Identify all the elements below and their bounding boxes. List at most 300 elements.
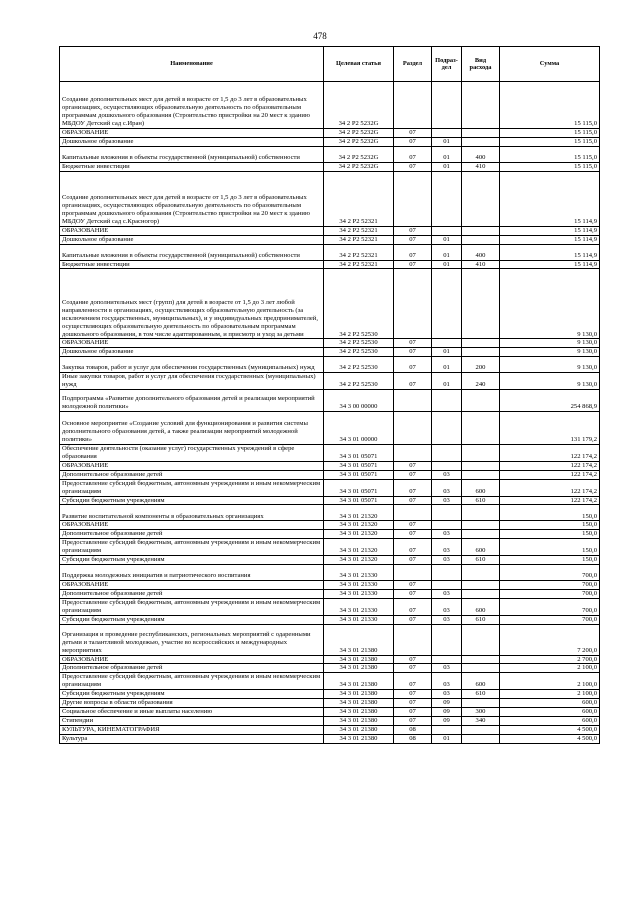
row-target: 34 3 01 21330 — [324, 598, 394, 615]
row-target: 34 3 01 05071 — [324, 496, 394, 505]
row-target: 34 2 Р2 52530 — [324, 269, 394, 339]
row-expense-type — [462, 129, 500, 138]
row-target: 34 3 01 21320 — [324, 505, 394, 521]
table-row — [60, 339, 600, 348]
row-section: 07 — [394, 461, 432, 470]
row-section: 07 — [394, 673, 432, 690]
row-amount: 122 174,2 — [500, 496, 600, 505]
row-amount: 122 174,2 — [500, 461, 600, 470]
row-expense-type — [462, 226, 500, 235]
row-section: 07 — [394, 521, 432, 530]
row-amount: 600,0 — [500, 716, 600, 725]
row-subsection: 01 — [432, 162, 462, 171]
row-amount: 9 130,0 — [500, 357, 600, 373]
row-expense-type: 300 — [462, 708, 500, 717]
row-name: Культура — [60, 734, 324, 743]
row-name: Капитальные вложения в объекты государственной (муниципальной) собственности — [60, 244, 324, 260]
row-expense-type — [462, 581, 500, 590]
row-expense-type: 340 — [462, 716, 500, 725]
row-section: 07 — [394, 615, 432, 624]
row-amount: 9 130,0 — [500, 269, 600, 339]
row-expense-type — [462, 565, 500, 581]
row-target: 34 2 Р2 5232G — [324, 137, 394, 146]
row-expense-type: 600 — [462, 673, 500, 690]
row-section — [394, 445, 432, 462]
row-name: Развитие воспитательной компоненты в образовательных организациях — [60, 505, 324, 521]
row-name: ОБРАЗОВАНИЕ — [60, 226, 324, 235]
row-amount: 4 500,0 — [500, 725, 600, 734]
row-subsection: 03 — [432, 673, 462, 690]
table-row — [60, 690, 600, 699]
row-subsection — [432, 461, 462, 470]
table-row — [60, 716, 600, 725]
row-expense-type — [462, 655, 500, 664]
row-name: Субсидии бюджетным учреждениям — [60, 615, 324, 624]
row-subsection: 01 — [432, 260, 462, 269]
table-row — [60, 412, 600, 445]
column-header-name: Наименование — [60, 47, 324, 82]
table-row — [60, 82, 600, 129]
row-name: ОБРАЗОВАНИЕ — [60, 339, 324, 348]
row-section — [394, 171, 432, 226]
row-name: Дошкольное образование — [60, 137, 324, 146]
row-target: 34 2 Р2 52321 — [324, 235, 394, 244]
row-subsection — [432, 565, 462, 581]
row-subsection: 03 — [432, 470, 462, 479]
row-target: 34 3 01 21320 — [324, 539, 394, 556]
row-name: Субсидии бюджетным учреждениям — [60, 556, 324, 565]
row-amount: 150,0 — [500, 505, 600, 521]
row-amount: 150,0 — [500, 521, 600, 530]
row-amount: 150,0 — [500, 556, 600, 565]
row-name: Субсидии бюджетным учреждениям — [60, 690, 324, 699]
row-section — [394, 390, 432, 412]
row-target: 34 2 Р2 5232G — [324, 146, 394, 162]
row-subsection: 01 — [432, 373, 462, 390]
row-amount: 15 115,0 — [500, 162, 600, 171]
row-expense-type — [462, 461, 500, 470]
row-section: 07 — [394, 339, 432, 348]
row-amount: 600,0 — [500, 699, 600, 708]
row-expense-type — [462, 505, 500, 521]
row-expense-type: 610 — [462, 615, 500, 624]
row-subsection — [432, 412, 462, 445]
table-row — [60, 146, 600, 162]
row-expense-type: 600 — [462, 539, 500, 556]
row-expense-type: 410 — [462, 260, 500, 269]
row-target: 34 2 Р2 5232G — [324, 162, 394, 171]
table-row — [60, 673, 600, 690]
row-amount: 700,0 — [500, 565, 600, 581]
row-target: 34 2 Р2 52321 — [324, 226, 394, 235]
row-section — [394, 565, 432, 581]
row-section: 07 — [394, 496, 432, 505]
row-section: 07 — [394, 699, 432, 708]
row-amount: 700,0 — [500, 598, 600, 615]
row-amount: 254 868,9 — [500, 390, 600, 412]
row-amount: 15 114,9 — [500, 235, 600, 244]
row-name: Создание дополнительных мест для детей в возрасте от 1,5 до 3 лет в образовательных организациях, осуществляющих образовательную деятельность по образовательным программам дошкольного образования (Строительство пристройки на 20 мест к зданию МБДОУ Детский сад с.Иран) — [60, 82, 324, 129]
row-expense-type — [462, 725, 500, 734]
row-expense-type — [462, 664, 500, 673]
row-section: 07 — [394, 664, 432, 673]
row-section: 07 — [394, 716, 432, 725]
row-section — [394, 412, 432, 445]
row-target: 34 3 01 00000 — [324, 412, 394, 445]
row-amount: 122 174,2 — [500, 445, 600, 462]
table-row — [60, 348, 600, 357]
table-row — [60, 496, 600, 505]
row-name: ОБРАЗОВАНИЕ — [60, 129, 324, 138]
row-section: 07 — [394, 539, 432, 556]
row-section: 07 — [394, 598, 432, 615]
row-subsection — [432, 445, 462, 462]
row-subsection: 01 — [432, 146, 462, 162]
table-body — [60, 82, 600, 744]
row-name: Субсидии бюджетным учреждениям — [60, 496, 324, 505]
row-section: 08 — [394, 725, 432, 734]
row-section: 07 — [394, 162, 432, 171]
column-header-amount: Сумма — [500, 47, 600, 82]
row-name: Капитальные вложения в объекты государственной (муниципальной) собственности — [60, 146, 324, 162]
row-name: Бюджетные инвестиции — [60, 260, 324, 269]
table-row — [60, 565, 600, 581]
row-amount: 9 130,0 — [500, 339, 600, 348]
row-subsection — [432, 725, 462, 734]
row-name: Основное мероприятие «Создание условий для функционирования и развития системы дополнительного образования детей, а также реализации мероприятий молодежной политики» — [60, 412, 324, 445]
row-amount: 15 115,0 — [500, 129, 600, 138]
table-row — [60, 624, 600, 655]
row-expense-type — [462, 530, 500, 539]
page-number: 478 — [313, 31, 327, 41]
row-subsection — [432, 390, 462, 412]
row-target: 34 2 Р2 52321 — [324, 260, 394, 269]
row-amount: 700,0 — [500, 589, 600, 598]
row-section: 07 — [394, 655, 432, 664]
row-subsection: 01 — [432, 137, 462, 146]
table-row — [60, 505, 600, 521]
row-target: 34 3 01 21380 — [324, 716, 394, 725]
row-expense-type — [462, 445, 500, 462]
row-section: 08 — [394, 734, 432, 743]
row-target: 34 3 01 21320 — [324, 556, 394, 565]
row-expense-type — [462, 269, 500, 339]
row-section: 07 — [394, 244, 432, 260]
row-subsection: 09 — [432, 716, 462, 725]
row-target: 34 3 01 05071 — [324, 479, 394, 496]
row-section: 07 — [394, 581, 432, 590]
row-target: 34 3 01 21330 — [324, 589, 394, 598]
row-amount: 7 200,0 — [500, 624, 600, 655]
row-target: 34 2 Р2 5232G — [324, 129, 394, 138]
table-row — [60, 530, 600, 539]
row-target: 34 3 01 21380 — [324, 690, 394, 699]
row-subsection — [432, 505, 462, 521]
row-subsection: 09 — [432, 708, 462, 717]
row-amount: 150,0 — [500, 539, 600, 556]
row-expense-type — [462, 734, 500, 743]
row-target: 34 3 01 05071 — [324, 445, 394, 462]
row-amount: 122 174,2 — [500, 479, 600, 496]
table-row — [60, 581, 600, 590]
row-target: 34 3 01 21380 — [324, 624, 394, 655]
row-section: 07 — [394, 146, 432, 162]
table-header — [60, 47, 600, 82]
table-row — [60, 461, 600, 470]
row-name: Закупка товаров, работ и услуг для обеспечения государственных (муниципальных) нужд — [60, 357, 324, 373]
row-subsection — [432, 521, 462, 530]
table-row — [60, 699, 600, 708]
row-section: 07 — [394, 260, 432, 269]
table-row — [60, 655, 600, 664]
row-name: Дошкольное образование — [60, 348, 324, 357]
table-row — [60, 137, 600, 146]
row-section: 07 — [394, 137, 432, 146]
row-subsection: 03 — [432, 479, 462, 496]
row-section — [394, 505, 432, 521]
row-subsection: 01 — [432, 348, 462, 357]
row-target: 34 2 Р2 52530 — [324, 357, 394, 373]
row-name: Стипендии — [60, 716, 324, 725]
row-name: ОБРАЗОВАНИЕ — [60, 655, 324, 664]
row-name: Создание дополнительных мест (групп) для детей в возрасте от 1,5 до 3 лет любой направленности в организациях, осуществляющих образовательную деятельность (за исключением государственных, муниципальных), и у индивидуальных предпринимателей, осуществляющих образовательную деятельность по образовательным программам дошкольного образования, в том числе адаптированным, и присмотр и уход за детьми — [60, 269, 324, 339]
row-target: 34 3 01 21330 — [324, 565, 394, 581]
table-row — [60, 390, 600, 412]
row-subsection: 03 — [432, 556, 462, 565]
row-section: 07 — [394, 708, 432, 717]
row-expense-type — [462, 412, 500, 445]
row-section: 07 — [394, 589, 432, 598]
row-section — [394, 82, 432, 129]
row-expense-type: 610 — [462, 556, 500, 565]
row-name: ОБРАЗОВАНИЕ — [60, 521, 324, 530]
row-amount: 4 500,0 — [500, 734, 600, 743]
row-expense-type: 410 — [462, 162, 500, 171]
row-target: 34 3 01 21380 — [324, 725, 394, 734]
row-amount: 15 115,0 — [500, 137, 600, 146]
table-row — [60, 226, 600, 235]
row-name: ОБРАЗОВАНИЕ — [60, 461, 324, 470]
row-target: 34 3 01 21380 — [324, 708, 394, 717]
row-target: 34 3 01 21380 — [324, 673, 394, 690]
row-name: Социальное обеспечение и иные выплаты населению — [60, 708, 324, 717]
row-target: 34 3 01 21320 — [324, 530, 394, 539]
row-amount: 15 115,0 — [500, 82, 600, 129]
row-target: 34 3 01 21330 — [324, 581, 394, 590]
row-expense-type — [462, 521, 500, 530]
table-row — [60, 373, 600, 390]
table-row — [60, 708, 600, 717]
table-row — [60, 129, 600, 138]
budget-table — [59, 46, 600, 744]
row-target: 34 3 01 21320 — [324, 521, 394, 530]
row-subsection: 03 — [432, 615, 462, 624]
row-expense-type — [462, 82, 500, 129]
row-section: 07 — [394, 373, 432, 390]
row-expense-type — [462, 137, 500, 146]
row-expense-type — [462, 235, 500, 244]
row-amount: 9 130,0 — [500, 373, 600, 390]
row-section: 07 — [394, 479, 432, 496]
row-amount: 15 115,0 — [500, 146, 600, 162]
row-name: Дополнительное образование детей — [60, 664, 324, 673]
row-subsection: 03 — [432, 598, 462, 615]
row-subsection: 01 — [432, 357, 462, 373]
row-subsection — [432, 82, 462, 129]
row-expense-type — [462, 470, 500, 479]
table-row — [60, 244, 600, 260]
row-expense-type — [462, 390, 500, 412]
row-target: 34 2 Р2 52530 — [324, 339, 394, 348]
row-subsection — [432, 226, 462, 235]
row-subsection: 01 — [432, 235, 462, 244]
row-subsection: 03 — [432, 539, 462, 556]
row-name: Дошкольное образование — [60, 235, 324, 244]
table-row — [60, 357, 600, 373]
row-name: Поддержка молодежных инициатив и патриотического воспитания — [60, 565, 324, 581]
row-section: 07 — [394, 690, 432, 699]
row-section: 07 — [394, 357, 432, 373]
row-amount: 2 100,0 — [500, 673, 600, 690]
row-target: 34 3 01 21380 — [324, 655, 394, 664]
row-section: 07 — [394, 129, 432, 138]
row-amount: 2 100,0 — [500, 690, 600, 699]
table-row — [60, 598, 600, 615]
column-header-section: Раздел — [394, 47, 432, 82]
row-amount: 2 100,0 — [500, 664, 600, 673]
table-row — [60, 171, 600, 226]
row-subsection: 03 — [432, 589, 462, 598]
row-expense-type — [462, 171, 500, 226]
table-row — [60, 260, 600, 269]
row-subsection: 03 — [432, 530, 462, 539]
row-expense-type: 600 — [462, 479, 500, 496]
table-row — [60, 615, 600, 624]
row-amount: 15 114,9 — [500, 226, 600, 235]
row-amount: 131 179,2 — [500, 412, 600, 445]
row-name: Подпрограмма «Развитие дополнительного образования детей и реализация мероприятий молодежной политики» — [60, 390, 324, 412]
row-expense-type: 400 — [462, 244, 500, 260]
table-row — [60, 235, 600, 244]
table-row — [60, 470, 600, 479]
row-name: Предоставление субсидий бюджетным, автономным учреждениям и иным некоммерческим организациям — [60, 673, 324, 690]
row-expense-type: 610 — [462, 496, 500, 505]
row-section: 07 — [394, 556, 432, 565]
row-section: 07 — [394, 470, 432, 479]
row-amount: 600,0 — [500, 708, 600, 717]
row-name: Предоставление субсидий бюджетным, автономным учреждениям и иным некоммерческим организациям — [60, 479, 324, 496]
table-row — [60, 445, 600, 462]
row-subsection: 01 — [432, 244, 462, 260]
table-row — [60, 162, 600, 171]
row-target: 34 2 Р2 5232G — [324, 82, 394, 129]
row-name: Обеспечение деятельности (оказание услуг) государственных учреждений в сфере образования — [60, 445, 324, 462]
table-row — [60, 539, 600, 556]
row-name: Предоставление субсидий бюджетным, автономным учреждениям и иным некоммерческим организациям — [60, 598, 324, 615]
row-expense-type: 600 — [462, 598, 500, 615]
row-name: Создание дополнительных мест для детей в возрасте от 1,5 до 3 лет в образовательных организациях, осуществляющих образовательную деятельность по образовательным программам дошкольного образования (Строительство пристройки на 20 мест к зданию МБДОУ Детский сад с.Красногор) — [60, 171, 324, 226]
row-name: ОБРАЗОВАНИЕ — [60, 581, 324, 590]
row-subsection: 03 — [432, 664, 462, 673]
row-target: 34 3 01 21380 — [324, 734, 394, 743]
row-name: Дополнительное образование детей — [60, 530, 324, 539]
row-target: 34 2 Р2 52530 — [324, 348, 394, 357]
row-amount: 2 700,0 — [500, 655, 600, 664]
row-expense-type: 400 — [462, 146, 500, 162]
row-subsection — [432, 624, 462, 655]
row-name: Организация и проведение республиканских, региональных мероприятий с одаренными детьми и талантливой молодежью, участие во всероссийских и международных мероприятиях — [60, 624, 324, 655]
row-subsection — [432, 655, 462, 664]
row-expense-type: 200 — [462, 357, 500, 373]
table-row — [60, 269, 600, 339]
row-subsection — [432, 581, 462, 590]
row-expense-type — [462, 589, 500, 598]
row-amount: 15 114,9 — [500, 171, 600, 226]
row-target: 34 3 01 21380 — [324, 699, 394, 708]
row-name: Предоставление субсидий бюджетным, автономным учреждениям и иным некоммерческим организациям — [60, 539, 324, 556]
row-amount: 122 174,2 — [500, 470, 600, 479]
row-subsection — [432, 269, 462, 339]
row-subsection — [432, 339, 462, 348]
row-section — [394, 269, 432, 339]
row-name: Бюджетные инвестиции — [60, 162, 324, 171]
column-header-target: Целевая статья — [324, 47, 394, 82]
row-name: Иные закупки товаров, работ и услуг для обеспечения государственных (муниципальных) нужд — [60, 373, 324, 390]
row-target: 34 3 01 05071 — [324, 470, 394, 479]
row-expense-type — [462, 348, 500, 357]
row-subsection — [432, 129, 462, 138]
row-amount: 700,0 — [500, 581, 600, 590]
table-row — [60, 734, 600, 743]
row-subsection: 03 — [432, 690, 462, 699]
row-section: 07 — [394, 348, 432, 357]
row-name: Другие вопросы в области образования — [60, 699, 324, 708]
row-target: 34 3 01 05071 — [324, 461, 394, 470]
column-header-expense-type: Вид расхода — [462, 47, 500, 82]
row-target: 34 2 Р2 52321 — [324, 244, 394, 260]
row-subsection: 09 — [432, 699, 462, 708]
table-row — [60, 479, 600, 496]
row-section: 07 — [394, 226, 432, 235]
column-header-subsection: Подраз- дел — [432, 47, 462, 82]
row-expense-type — [462, 624, 500, 655]
row-name: Дополнительное образование детей — [60, 589, 324, 598]
row-section: 07 — [394, 530, 432, 539]
row-target: 34 2 Р2 52530 — [324, 373, 394, 390]
row-amount: 150,0 — [500, 530, 600, 539]
row-subsection — [432, 171, 462, 226]
row-amount: 9 130,0 — [500, 348, 600, 357]
row-section: 07 — [394, 235, 432, 244]
table-row — [60, 725, 600, 734]
row-name: Дополнительное образование детей — [60, 470, 324, 479]
row-target: 34 3 01 21330 — [324, 615, 394, 624]
row-amount: 15 114,9 — [500, 260, 600, 269]
row-expense-type — [462, 699, 500, 708]
table-row — [60, 556, 600, 565]
row-section — [394, 624, 432, 655]
row-expense-type: 610 — [462, 690, 500, 699]
row-subsection: 01 — [432, 734, 462, 743]
row-expense-type — [462, 339, 500, 348]
row-target: 34 2 Р2 52321 — [324, 171, 394, 226]
row-subsection: 03 — [432, 496, 462, 505]
row-name: КУЛЬТУРА, КИНЕМАТОГРАФИЯ — [60, 725, 324, 734]
row-target: 34 3 00 00000 — [324, 390, 394, 412]
row-amount: 15 114,9 — [500, 244, 600, 260]
table-row — [60, 521, 600, 530]
table-row — [60, 664, 600, 673]
